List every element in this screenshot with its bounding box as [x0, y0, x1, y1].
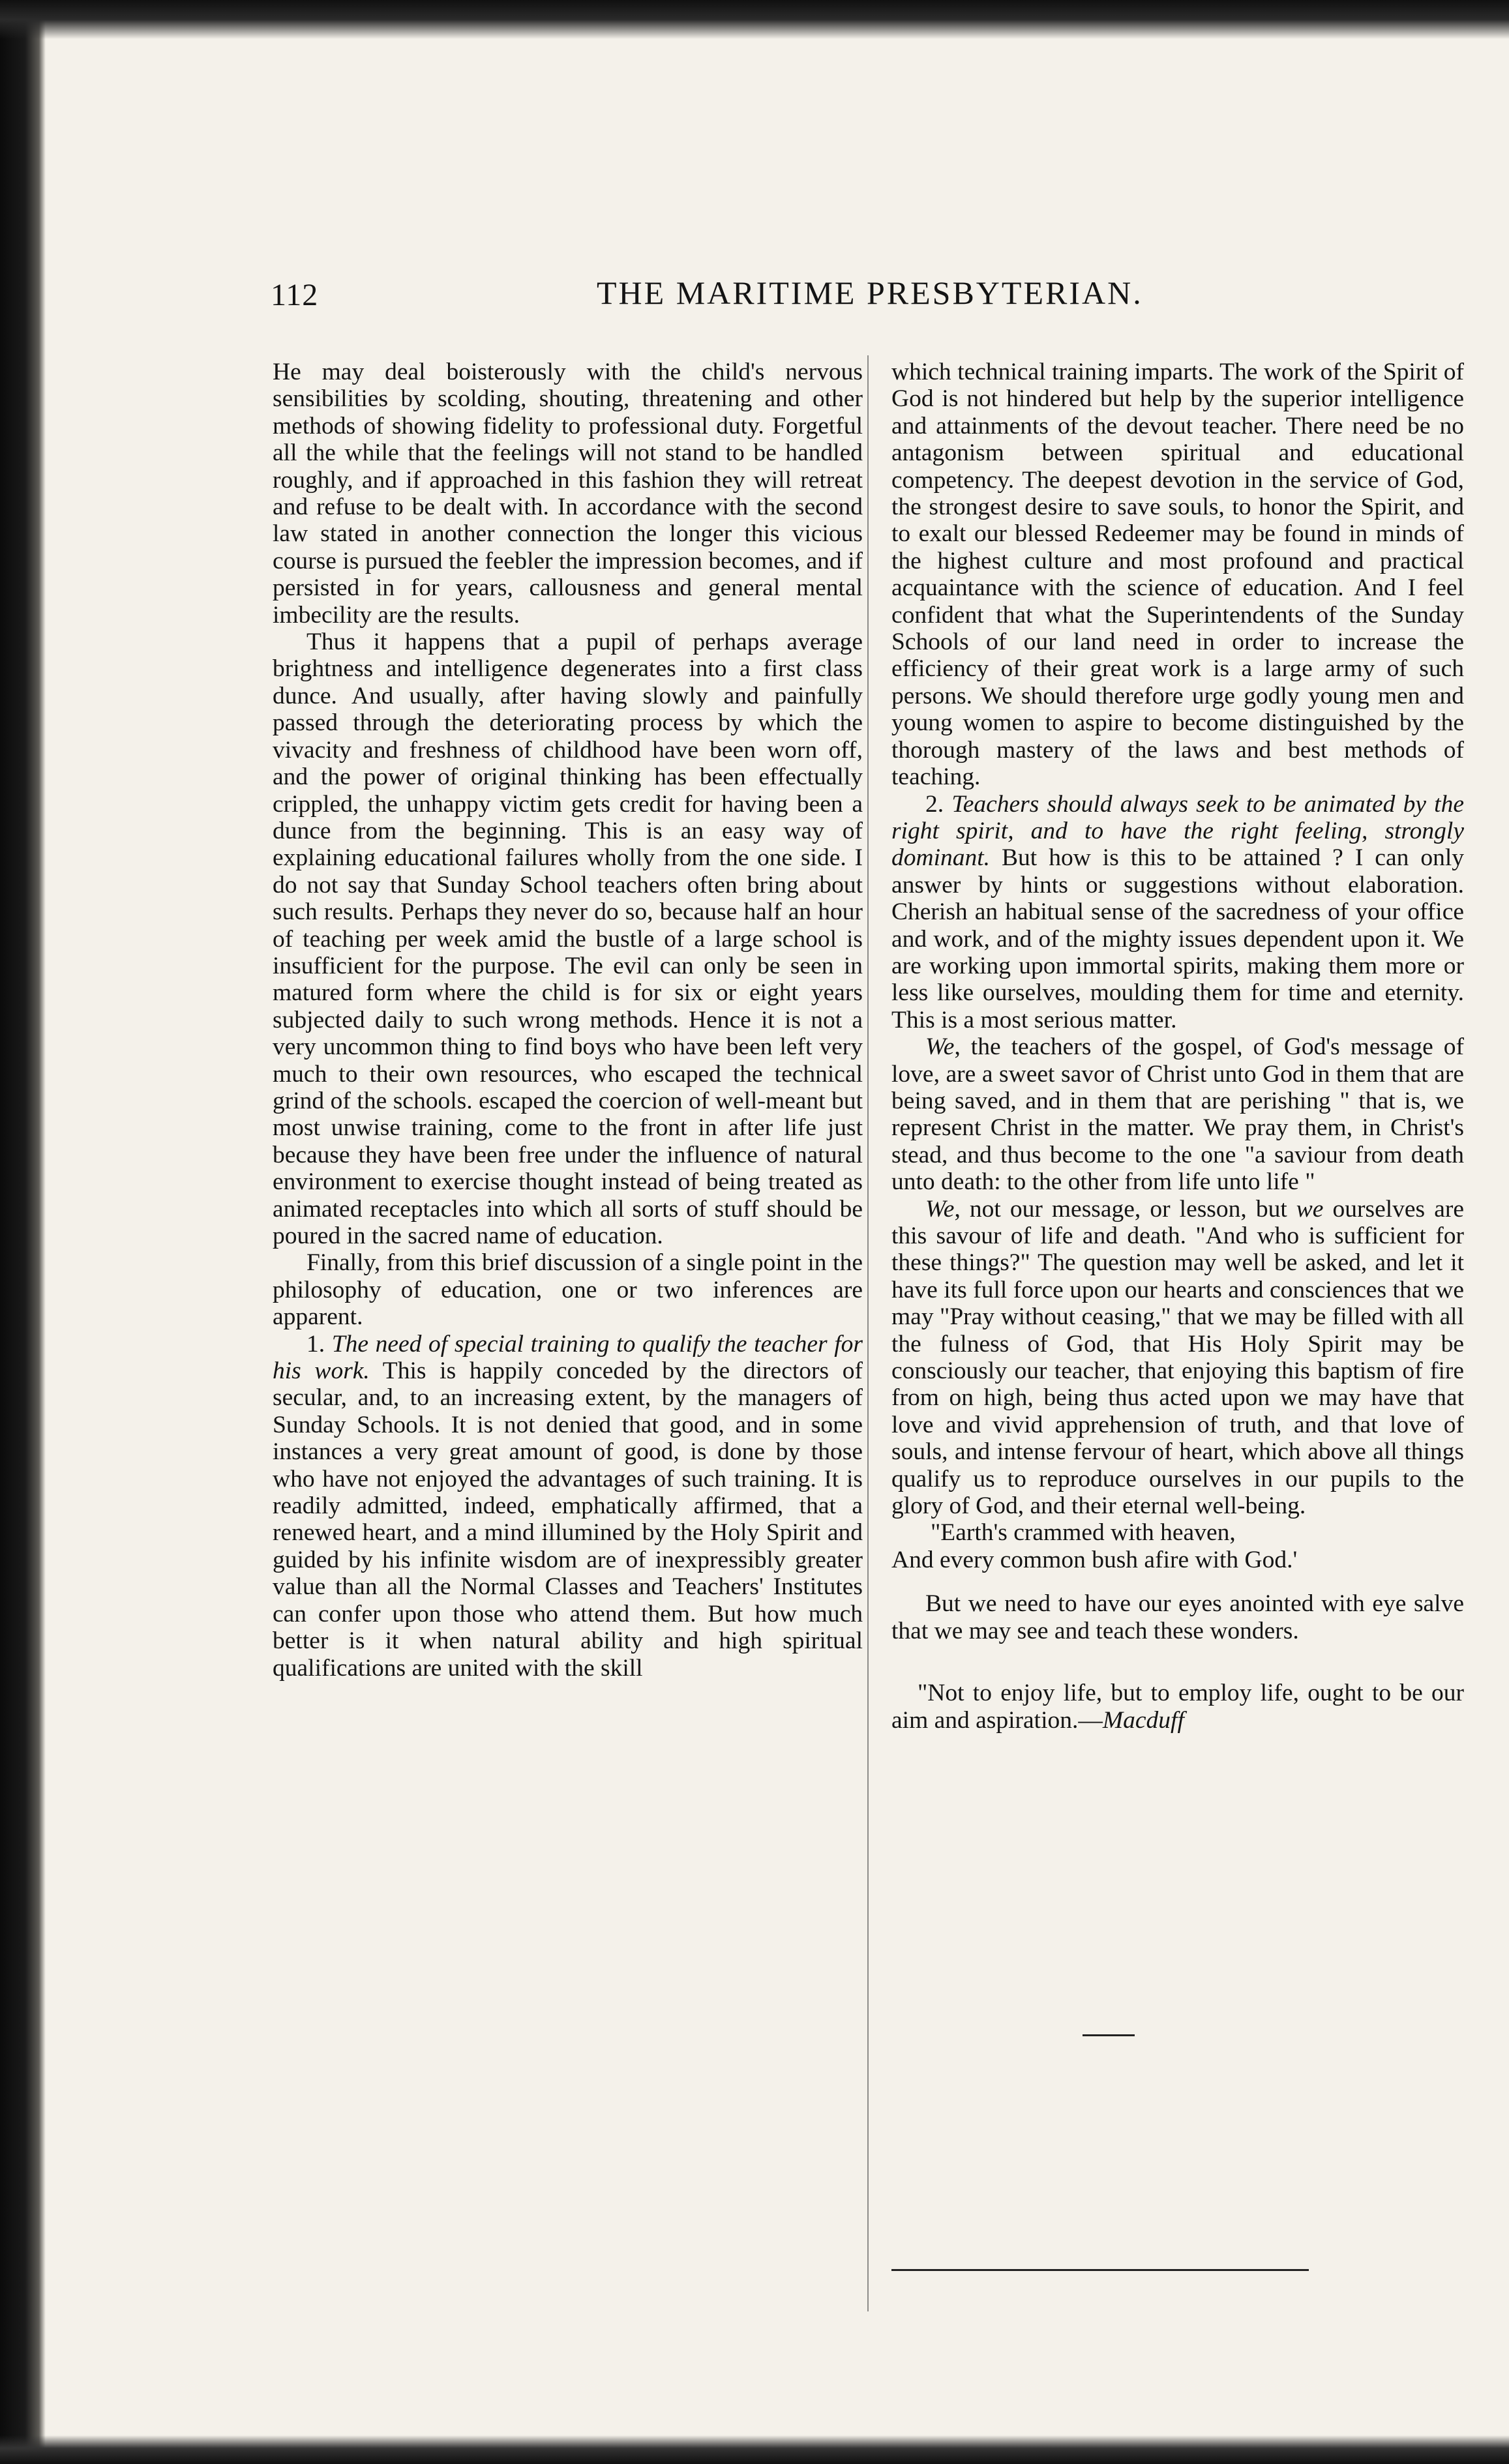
paragraph-inference-one	[273, 1331, 863, 1682]
right-column	[891, 359, 1464, 1734]
quote-line: "Earth's crammed with heaven,	[931, 1519, 1236, 1547]
paragraph: Thus it happens that a pupil of perhaps average brightness and intelligence degenerates into a first class dunce. And usually, after having slowly and painfully passed through the deteriorating process by which the vivacity and freshness of childhood have been worn off, and the power of original thinking has been effectually crippled, the unhappy victim gets credit for having been a dunce from the beginning. This is an easy way of explaining educational failures wholly from the one side. I do not say that Sunday School teachers often bring about such results. Perhaps they never do so, because half an hour of teaching per week amid the bustle of a large school is insufficient for the purpose. The evil can only be seen in matured form where the child is for six or eight years subjected daily to such wrong methods. Hence it is not a very uncommon thing to find boys who have been left very much to their own resources, who escaped the technical grind of the schools. escaped the coercion of well-meant but most unwise training, come to the front in after life just because they have been free under the influence of natural environment to exercise thought instead of being treated as animated receptacles into which all sorts of stuff should be poured in the sacred name of education.	[273, 629, 863, 1249]
inference-number: 2.	[925, 790, 952, 818]
paragraph-body: ourselves are this savour of life and death. "And who is sufficient for these things?" The question may well be asked, and let it have its full force upon our hearts and consciences that we may "Pray without ceasing," that we may be filled with all the fulness of God, that His Holy Spirit may be consciously our teacher, that enjoying this baptism of fire from on high, being thus acted upon we may have that love and vivid apprehension of truth, and that love of souls, and intense fervour of heart, which above all things qualify us to reproduce ourselves in our pupils to the glory of God, and their eternal well-being.	[891, 1195, 1464, 1520]
quote-line: And every common bush afire with God.'	[891, 1546, 1298, 1573]
page-number: 112	[271, 278, 319, 312]
emphasis: we	[1296, 1195, 1324, 1223]
inference-heading: Teachers should always seek to be animated by the right spirit, and to have the right feeling, strongly dominant.	[891, 790, 1464, 872]
closing-quote-text: "Not to enjoy life, but to employ life, ought to be our aim and aspiration.—	[891, 1680, 1464, 1734]
paragraph-body: , the teachers of the gospel, of God's message of love, are a sweet savor of Christ unto God in them that are being saved, and in them that are perishing " that is, we represent Christ in the matter. We pray them, in Christ's stead, and thus become to the one "a saviour from death unto death: to the other from life unto life "	[891, 1033, 1464, 1196]
closing-quote	[891, 1680, 1464, 1734]
running-title: THE MARITIME PRESBYTERIAN.	[597, 275, 1143, 311]
inference-body: This is happily conceded by the directors of secular, and, to an increasing extent, by the managers of Sunday Schools. It is not denied that good, and in some instances a very great amount of good, is done by those who have not enjoyed the advantages of such training. It is readily admitted, indeed, emphatically affirmed, that a renewed heart, and a mind illumined by the Holy Spirit and guided by his infinite wisdom are of inexpressibly greater value than all the Normal Classes and Teachers' Institutes can confer upon those who attend them. But how much better is it when natural ability and high spiritual qualifications are united with the skill	[273, 1358, 863, 1682]
paragraph: which technical training imparts. The work of the Spirit of God is not hindered but help by the superior intelligence and attainments of the devout teacher. There need be no antagonism between spiritual and educational competency. The deepest devotion in the service of God, the strongest desire to save souls, to honor the Spirit, and to exalt our blessed Redeemer may be found in minds of the highest culture and most profound and practical acquaintance with the science of education. And I feel confident that what the Superintendents of the Sunday Schools of our land need in order to increase the efficiency of their great work is a large army of such persons. We should therefore urge godly young men and young women to aspire to become distinguished by the thorough mastery of the laws and best methods of teaching.	[891, 359, 1464, 791]
scan-border-bottom	[0, 2435, 1509, 2464]
emphasis: We	[925, 1033, 955, 1061]
inference-body: But how is this to be attained ? I can only answer by hints or suggestions without elaboration. Cherish an habitual sense of the sacredness of your office and work, and of the mighty issues dependent upon it. We are working upon immortal spirits, making them more or less like ourselves, moulding them for time and eternity. This is a most serious matter.	[891, 844, 1464, 1033]
inference-number: 1.	[306, 1330, 332, 1358]
paragraph-inference-two	[891, 791, 1464, 1034]
paragraph: Finally, from this brief discussion of a single point in the philosophy of education, one or two inferences are apparent.	[273, 1249, 863, 1331]
paragraph	[891, 1196, 1464, 1520]
paragraph: But we need to have our eyes anointed with eye salve that we may see and teach these wonders.	[891, 1590, 1464, 1644]
emphasis: We	[925, 1195, 955, 1223]
scan-border-left	[0, 0, 46, 2464]
paragraph-body: , not our message, or lesson, but	[954, 1195, 1296, 1223]
section-rule	[1083, 2034, 1135, 2036]
left-column	[273, 359, 863, 1682]
paragraph: He may deal boisterously with the child's nervous sensibilities by scolding, shouting, threatening and other methods of showing fidelity to professional duty. Forgetful all the while that the feelings will not stand to be handled roughly, and if approached in this fashion they will retreat and refuse to be dealt with. In accordance with the second law stated in another connection the longer this vicious course is pursued the feebler the impression becomes, and if persisted in for years, callousness and general mental imbecility are the results.	[273, 359, 863, 629]
closing-attribution: Macduff	[1102, 1706, 1184, 1734]
scan-border-top	[0, 0, 1509, 39]
inference-heading: The need of special training to qualify the teacher for his work.	[273, 1330, 863, 1385]
paragraph	[891, 1033, 1464, 1195]
column-divider	[867, 355, 869, 2311]
end-rule	[891, 2269, 1309, 2271]
